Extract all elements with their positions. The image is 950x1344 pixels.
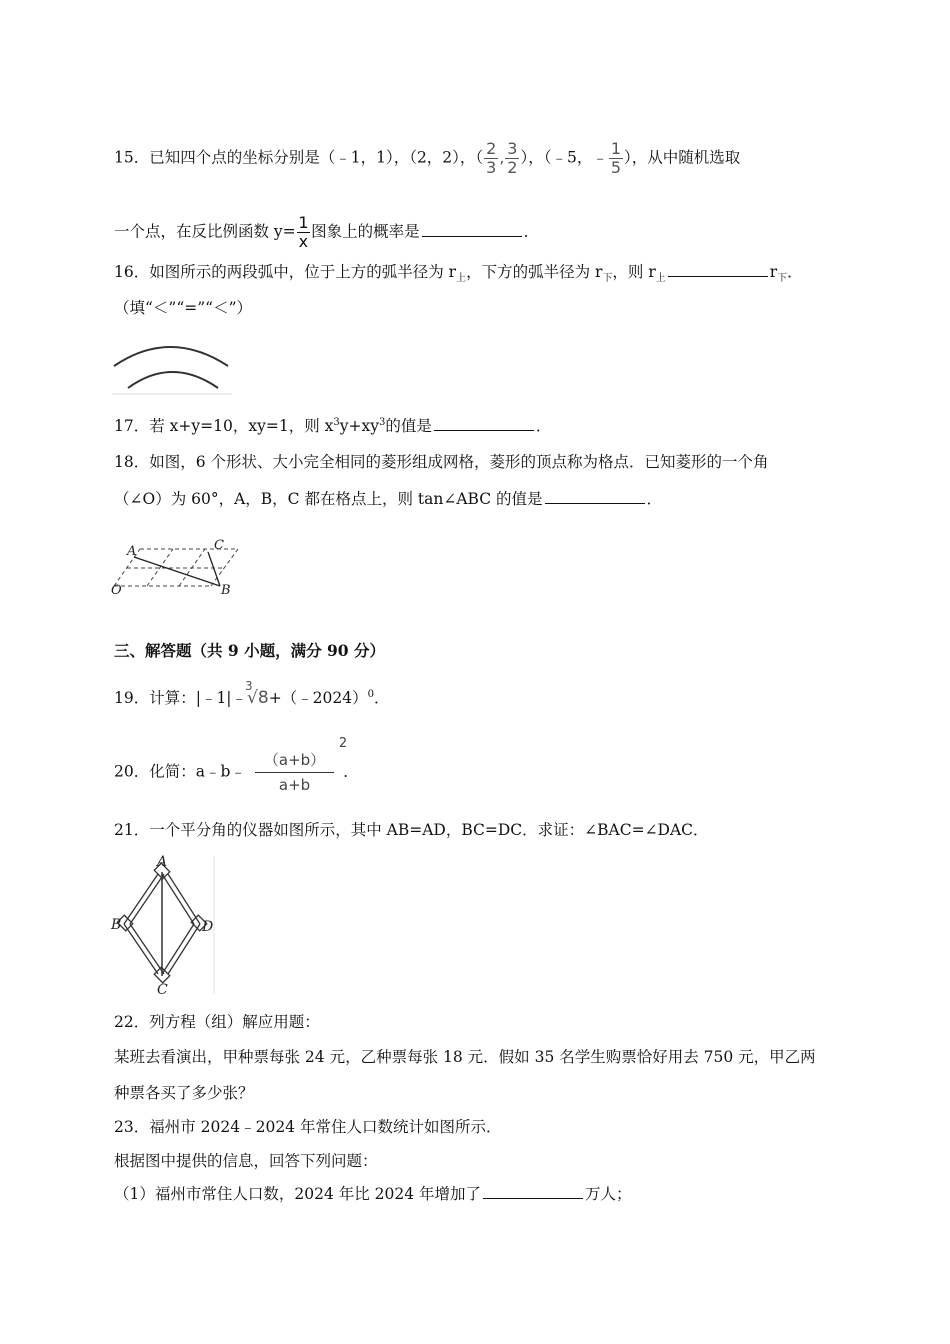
label-c: C [157,982,168,997]
label-a: A [157,854,168,870]
fraction-ab-squared-over-ab: （a+b） 2 a+b [246,748,343,797]
fraction-three-halves: $\frac{3}{2}$ [507,139,518,177]
question-15-line-2: 一个点，在反比例函数 y= $\frac{1}{x}$ 图象上的概率是 ． [114,213,540,251]
label-a: A [127,544,137,559]
question-23-line-2: 根据图中提供的信息，回答下列问题： [114,1152,378,1170]
label-d: D [202,919,214,935]
question-15-line-1: 15．已知四个点的坐标分别是（﹣1，1），（2，2），（ $\frac{2}{3}$ , $\frac{3}{2}$ ），（﹣5，﹣ $\frac{1}{5}$ ），从中随机选取 [114,139,741,177]
cube-root-8: 3 √8 [245,679,269,708]
section-3-heading: 三、解答题（共 9 小题，满分 90 分） [114,641,385,660]
fraction-two-thirds: $\frac{2}{3}$ [486,139,497,177]
label-o: O [111,583,122,598]
answer-blank-16[interactable] [668,262,768,277]
segment-cb [208,552,220,586]
question-22-line-2: 某班去看演出，甲种票每张 24 元，乙种票每张 18 元．假如 35 名学生购票恰好用去 750 元，甲乙两 [114,1048,816,1066]
question-18-line-1: 18．如图，6 个形状、大小完全相同的菱形组成网格，菱形的顶点称为格点．已知菱形的一个角 [114,453,769,471]
two-arcs-figure [112,336,232,396]
answer-blank-23-1[interactable] [483,1184,583,1199]
segment-ab [134,557,220,586]
lower-arc [128,372,218,388]
question-17: 17．若 x+y=10，xy=1，则 $x^3y+xy^3$的值是 ． [114,416,552,435]
question-22-line-3: 种票各买了多少张？ [114,1084,254,1102]
question-20: 20．化简：a﹣b﹣ （a+b） 2 a+b ． [114,748,359,797]
question-16-line-2: （填“＜”“=”“＜”） [114,299,253,317]
answer-blank-15[interactable] [422,222,522,237]
question-22-line-1: 22．列方程（组）解应用题： [114,1013,320,1031]
fraction-one-fifth: $\frac{1}{5}$ [610,139,622,177]
label-c: C [214,538,224,553]
label-b: B [111,917,122,933]
answer-blank-18[interactable] [545,489,645,504]
question-21: 21．一个平分角的仪器如图所示，其中 AB=AD，BC=DC．求证：∠BAC=∠DAC． [114,821,709,839]
question-23-line-1: 23．福州市 2024﹣2024 年常住人口数统计如图所示． [114,1118,502,1136]
answer-blank-17[interactable] [434,416,534,431]
rhombus-grid-figure [110,528,245,598]
fraction-one-over-x: $\frac{1}{x}$ [298,213,309,251]
question-16-line-1: 16．如图所示的两段弧中，位于上方的弧半径为 $r_上$，下方的弧半径为 $r_下$，则 $r_上$ $r_下$． [114,263,803,285]
question-18-line-2: （∠O）为 60°，A，B，C 都在格点上，则 tan∠ABC 的值是 ． [114,490,663,508]
label-b: B [221,583,231,598]
question-19: 19．计算：|﹣1|﹣ 3 √8+（﹣2024）$^0$． [114,679,390,708]
upper-arc [114,347,228,366]
question-23-line-3: （1）福州市常住人口数，2024 年比 2024 年增加了 万人； [114,1185,632,1203]
angle-bisector-instrument-figure [110,852,216,997]
